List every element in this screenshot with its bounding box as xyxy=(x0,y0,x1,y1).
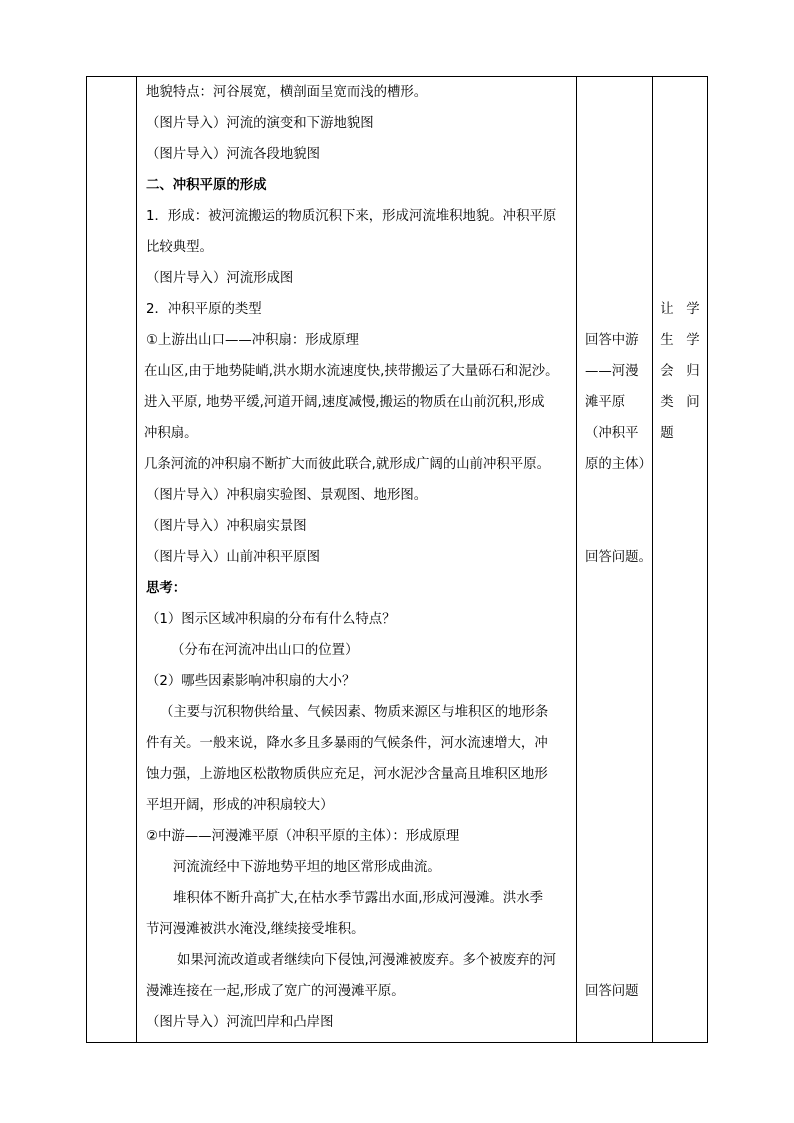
student-text: 回答中游 xyxy=(585,333,639,348)
subheading: ②中游——河漫滩平原（冲积平原的主体）：形成原理 xyxy=(146,829,460,844)
intent-char: 类 xyxy=(660,395,674,410)
paragraph-line: 进入平原, 地势平缓,河道开阔,速度减慢,搬运的物质在山前沉积,形成 xyxy=(144,395,545,410)
paragraph-line: 冲积扇。 xyxy=(144,426,198,441)
paragraph-line: 几条河流的冲积扇不断扩大而彼此联合,就形成广阔的山前冲积平原。 xyxy=(144,457,550,472)
image-intro: （图片导入）河流各段地貌图 xyxy=(146,147,321,162)
landform-text: 地貌特点：河谷展宽，横剖面呈宽而浅的槽形。 xyxy=(146,85,428,100)
image-intro: （图片导入）冲积扇实景图 xyxy=(146,519,307,534)
intent-char: 学 xyxy=(686,302,700,317)
image-intro: （图片导入）河流形成图 xyxy=(146,271,294,286)
paragraph-line: 1．形成：被河流搬运的物质沉积下来，形成河流堆积地貌。冲积平原 xyxy=(146,209,557,224)
paragraph-line: 比较典型。 xyxy=(146,240,213,255)
student-text: 滩平原 xyxy=(585,395,626,410)
intent-cell xyxy=(653,77,707,1042)
paragraph-line: 堆积体不断升高扩大,在枯水季节露出水面,形成河漫滩。洪水季 xyxy=(173,891,544,906)
image-intro: （图片导入）河流的演变和下游地貌图 xyxy=(146,116,374,131)
content-cell xyxy=(137,77,575,1042)
lesson-table xyxy=(86,76,708,1043)
subheading: ①上游出山口——冲积扇：形成原理 xyxy=(146,333,359,348)
student-answer: 回答问题 xyxy=(585,984,639,999)
student-answer: 回答问题。 xyxy=(585,550,652,565)
think-heading: 思考： xyxy=(146,581,187,596)
student-text: 原的主体） xyxy=(585,457,652,472)
intent-char: 学 xyxy=(686,333,700,348)
intent-char: 归 xyxy=(686,364,700,379)
student-text: ——河漫 xyxy=(585,364,639,379)
answer: （分布在河流冲出山口的位置） xyxy=(171,643,359,658)
intent-char: 会 xyxy=(660,364,674,379)
answer-line: 件有关。一般来说，降水多且多暴雨的气候条件，河水流速增大，冲 xyxy=(146,736,548,751)
question: （2）哪些因素影响冲积扇的大小？ xyxy=(146,674,356,689)
image-intro: （图片导入）河流凹岸和凸岸图 xyxy=(146,1015,334,1030)
answer-line: 蚀力强，上游地区松散物质供应充足，河水泥沙含量高且堆积区地形 xyxy=(146,767,548,782)
paragraph-line: 节河漫滩被洪水淹没,继续接受堆积。 xyxy=(146,922,365,937)
answer-line: 平坦开阔，形成的冲积扇较大） xyxy=(146,798,334,813)
paragraph-line: 如果河流改道或者继续向下侵蚀,河漫滩被废弃。多个被废弃的河 xyxy=(177,953,557,968)
stage-cell xyxy=(87,77,136,1042)
paragraph-line: 在山区,由于地势陡峭,洪水期水流速度快,挟带搬运了大量砾石和泥沙。 xyxy=(144,364,559,379)
section-heading: 二、冲积平原的形成 xyxy=(146,178,267,193)
paragraph-line: 河流流经中下游地势平坦的地区常形成曲流。 xyxy=(173,860,441,875)
image-intro: （图片导入）冲积扇实验图、景观图、地形图。 xyxy=(146,488,428,503)
subheading: 2．冲积平原的类型 xyxy=(146,302,262,317)
answer-line: （主要与沉积物供给量、气候因素、物质来源区与堆积区的地形条 xyxy=(160,705,549,720)
intent-char: 题 xyxy=(660,426,674,441)
student-text: （冲积平 xyxy=(585,426,639,441)
question: （1）图示区域冲积扇的分布有什么特点？ xyxy=(146,612,396,627)
intent-char: 让 xyxy=(660,302,674,317)
student-cell xyxy=(577,77,652,1042)
intent-char: 生 xyxy=(660,333,674,348)
paragraph-line: 漫滩连接在一起,形成了宽广的河漫滩平原。 xyxy=(146,984,405,999)
image-intro: （图片导入）山前冲积平原图 xyxy=(146,550,321,565)
intent-char: 问 xyxy=(686,395,700,410)
